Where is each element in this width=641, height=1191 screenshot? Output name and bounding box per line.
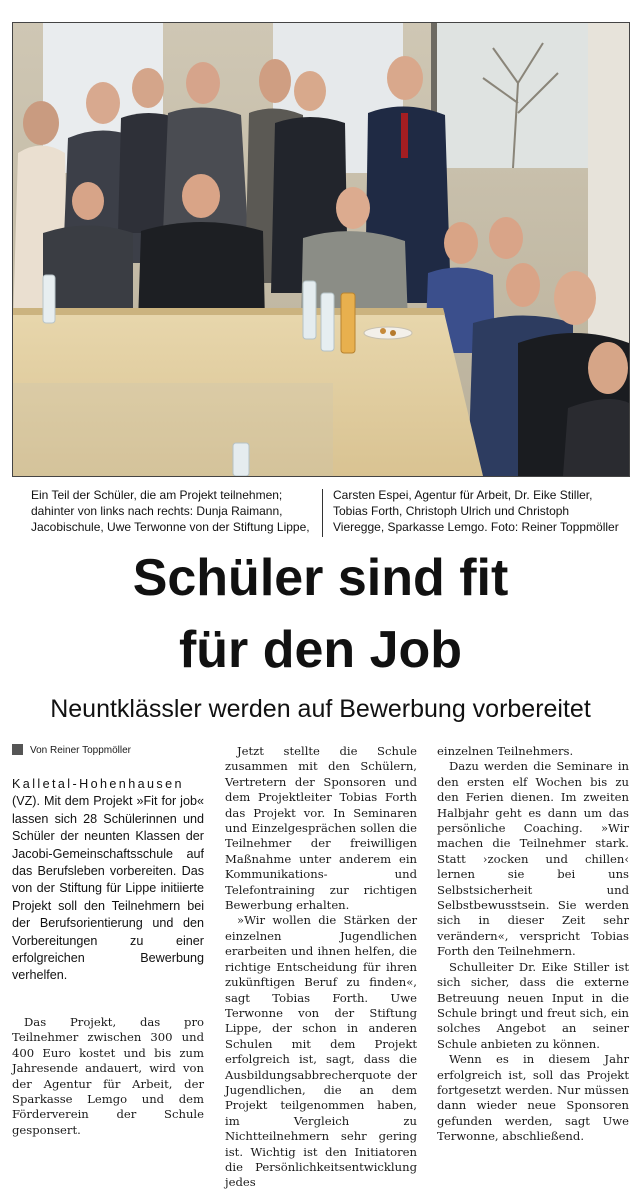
intro-text: (VZ). Mit dem Projekt »Fit for job« lassen sich 28 Schülerinnen und Schüler der neunten Klassen der Jacobi-Gemeinschaftsschule auf das Berufsleben vorbereiten. Das von der Stiftung für Lippe initiierte Projekt soll den Teilnehmern bei der Berufsorientierung und den Vorbereitungen zu einer erfolgreichen Bewerbung verhelfen. [12,794,204,983]
photo-caption-left: Ein Teil der Schüler, die am Projekt teilnehmen; dahinter von links nach rechts: Dunja Raimann, Jacobischule, Uwe Terwonne von der Stiftung Lippe, [31,488,310,534]
paragraph: Das Projekt, das pro Teilnehmer zwischen 300 und 400 Euro kostet und bis zum Jahresende andauert, wird von der Agentur für Arbeit, der Sparkasse Lemgo und dem Förderverein der Schule gesponsert. [12,1015,204,1137]
article-intro [12,776,204,985]
headline-line-2: für den Job [178,621,463,679]
subheadline: Neuntklässler werden auf Bewerbung vorbereitet [50,695,591,723]
paragraph: Jetzt stellte die Schule zusammen mit den Schülern, Vertretern der Sponsoren und dem Projektleiter Tobias Forth das Projekt vor. In Seminaren und Einzelgesprächen sollen die Teilnehmer der freiwilligen Maßnahme unter anderem ein Kommunikations- und Telefontraining zur richtigen Bewerbung erhalten. [225,744,417,913]
paragraph: Schulleiter Dr. Eike Stiller ist sich sicher, dass die externe Betreuung neuen Input in die Schule bringt und freut sich, ein solches Angebot an seiner Schule anbieten zu können. [437,959,629,1051]
article-column-3 [437,744,629,1145]
byline [12,744,131,758]
article-photo [12,22,630,477]
paragraph: »Wir wollen die Stärken der einzelnen Jugendlichen erarbeiten und ihnen helfen, die richtige Entscheidung für ihren zukünftigen Beruf zu finden«, sagt Tobias Forth. Uwe Terwonne von der Stiftung Lippe, der schon in anderen Schulen mit dem Projekt erfolgreich ist, sagt, dass die Ausbildungsabbrecherquote der Jugendlichen, die an dem Projekt teilgenommen haben, im Vergleich zu Nichtteilnehmern sehr gering ist. Wichtig ist den Initiatoren die Persönlichkeitsentwicklung jedes [225,913,417,1190]
caption-divider [322,489,323,537]
paragraph: einzelnen Teilnehmers. [437,744,574,758]
byline-text: Von Reiner Toppmöller [30,745,131,756]
byline-square-icon [12,744,23,755]
paragraph: Dazu werden die Seminare in den ersten elf Wochen bis zu den Ferien dienen. Im zweiten Halbjahr geht es dann um das persönliche Coaching. »Wir machen die Teilnehmer stark. Statt ›zocken und chillen‹ lernen sie bei uns Selbstsicherheit und Selbstbewusstsein. Sie werden sich in dieser Zeit sehr verändern«, verspricht Tobias Forth den Teilnehmern. [437,759,629,959]
headline-line-1: Schüler sind fit [132,549,509,607]
intro-dateline: Kalletal-Hohenhausen [12,777,184,791]
paragraph: Wenn es in diesem Jahr erfolgreich ist, soll das Projekt fortgesetzt werden. Nur müssen dann wieder neue Sponsoren gefunden werden, sagt Uwe Terwonne, abschließend. [437,1052,629,1144]
photo-caption-right: Carsten Espei, Agentur für Arbeit, Dr. Eike Stiller, Tobias Forth, Christoph Ulrich und Christoph Vieregge, Sparkasse Lemgo. Foto: Reiner Toppmöller [333,488,619,534]
article-column-2 [225,744,417,1191]
article-column-1 [12,1015,204,1138]
